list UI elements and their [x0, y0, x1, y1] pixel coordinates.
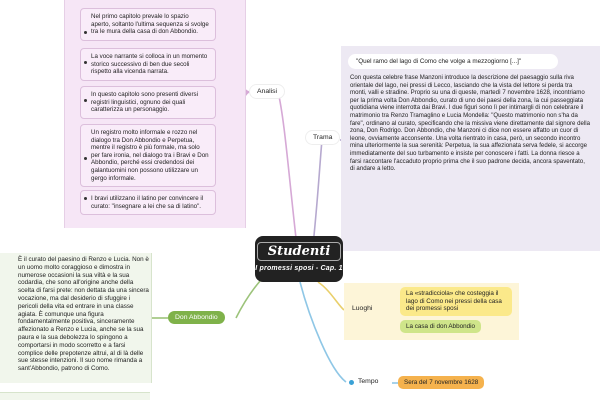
trama-text [350, 74, 590, 173]
analisi-item-text: La voce narrante si colloca in un momento storico successivo di ben due secoli rispetto alla vicenda narrata. [91, 53, 208, 76]
luoghi-item[interactable] [400, 320, 481, 333]
trama-body-text: Con questa celebre frase Manzoni introduce la descrizione del paesaggio sulla riva orientale del lago, nei pressi di Lecco, lasciando che la vista del lettore si perda tra monti, valli e stradine. Proprio su una di queste, martedì 7 novembre 1628, incontriamo per la prima volta Don Abbondio, curato di uno dei paesi della zona, la cui passeggiata quotidiana viene interrotta dai Bravi. I due figuri sono lì per intimargli di non celebrare il matrimonio tra Renzo Tramaglino e Lucia Mondella: "Questo matrimonio non s'ha da fare", ordinano al curato, specificando che la missiva viene direttamente dal signore della zona, Don Rodrigo. Don Abbondio, che Manzoni ci dice non essere affatto un cuor di leone, ovviamente acconsente. Una volta rientrato in casa, però, un secondo incontro mina ulteriormente la sua serenità: Perpetua, la sua affezionata serva fedele, si accorge immediatamente del suo turbamento e insiste per conoscere i fatti. La donna riesce a farsi raccontare l'accaduto proprio prima che il suo padrone decida, ancora spaventato, di andare a letto. [350, 74, 590, 173]
link-center-analisi [278, 92, 298, 255]
trama-quote-text: "Quel ramo del lago di Como che volge a mezzogiorno [...]" [356, 58, 522, 65]
don-abbondio-body-text: È il curato del paesino di Renzo e Lucia. Non è un uomo molto coraggioso e dimostra in numerose occasioni la sua viltà e la sua codardia, che sono all'origine anche della scelta di farsi prete: non dettata da una sincera vocazione, ma dal desiderio di sfuggire i pericoli della vita ed entrare in una classe agiata. È comunque una figura fondamentalmente positiva, sinceramente affezionato a Renzo e Lucia, anche se la sua paura e la sua debolezza lo spingono a comportarsi in modo scorretto e a farsi complice delle prepotenze altrui, al di là delle sue stesse intenzioni. Il suo nome rimanda a sant'Abbondio, patrono di Como. [18, 256, 149, 373]
bullet-dot [84, 99, 87, 102]
analisi-item-text: I bravi utilizzano il latino per convincere il curato: "insegnare a lei che sa di latino". [91, 195, 204, 210]
tempo-label: Tempo [358, 378, 379, 385]
luoghi-node[interactable] [352, 305, 372, 312]
partial-card-left [0, 392, 150, 400]
analisi-item[interactable] [80, 190, 216, 215]
analisi-item[interactable] [80, 48, 216, 81]
bullet-dot [84, 31, 87, 34]
bullet-dot [84, 61, 87, 64]
central-title: Studenti [257, 242, 342, 261]
tempo-value[interactable] [398, 376, 484, 389]
analisi-item[interactable] [80, 86, 216, 119]
central-subtitle: I promessi sposi - Cap. 1 [255, 265, 343, 272]
analisi-item-text: In questo capitolo sono presenti diversi registri linguistici, ognuno dei quali caratterizza un personaggio. [91, 91, 198, 114]
bullet-dot [84, 197, 87, 200]
central-topic[interactable] [255, 236, 343, 282]
analisi-node[interactable] [250, 85, 284, 98]
link-center-tempo [300, 282, 346, 382]
tempo-node[interactable] [358, 378, 378, 385]
analisi-item[interactable] [80, 124, 216, 187]
analisi-item[interactable] [80, 8, 216, 41]
tempo-value-text: Sera del 7 novembre 1628 [404, 379, 479, 386]
don-abbondio-label: Don Abbondio [175, 314, 218, 321]
analisi-item-text: Nel primo capitolo prevale lo spazio aperto, soltanto l'ultima sequenza si svolge tra le mura della casa di don Abbondio. [91, 13, 209, 36]
luoghi-item-text: La «stradicciola» che costeggia il lago di Como nei pressi della casa dei promessi sposi [406, 290, 502, 313]
don-abbondio-text [18, 256, 150, 373]
trama-quote [348, 54, 558, 69]
trama-node[interactable] [306, 131, 339, 144]
trama-label: Trama [313, 134, 333, 141]
tempo-icon [349, 380, 354, 385]
analisi-label: Analisi [257, 88, 278, 95]
link-center-luoghi [318, 282, 344, 310]
don-abbondio-node[interactable] [168, 311, 225, 324]
luoghi-item[interactable] [400, 287, 512, 316]
analisi-item-text: Un registro molto informale e rozzo nel dialogo tra Don Abbondio e Perpetua, mentre il registro è più formale, ma solo per fare ironia, nel dialogo tra i Bravi e Don Abbondio, perché essi credendosi dei galantuomini non possono utilizzare un gergo informale. [91, 129, 209, 182]
bullet-dot [84, 157, 87, 160]
luoghi-label: Luoghi [352, 305, 373, 312]
luoghi-item-text: La casa di don Abbondio [406, 323, 475, 330]
